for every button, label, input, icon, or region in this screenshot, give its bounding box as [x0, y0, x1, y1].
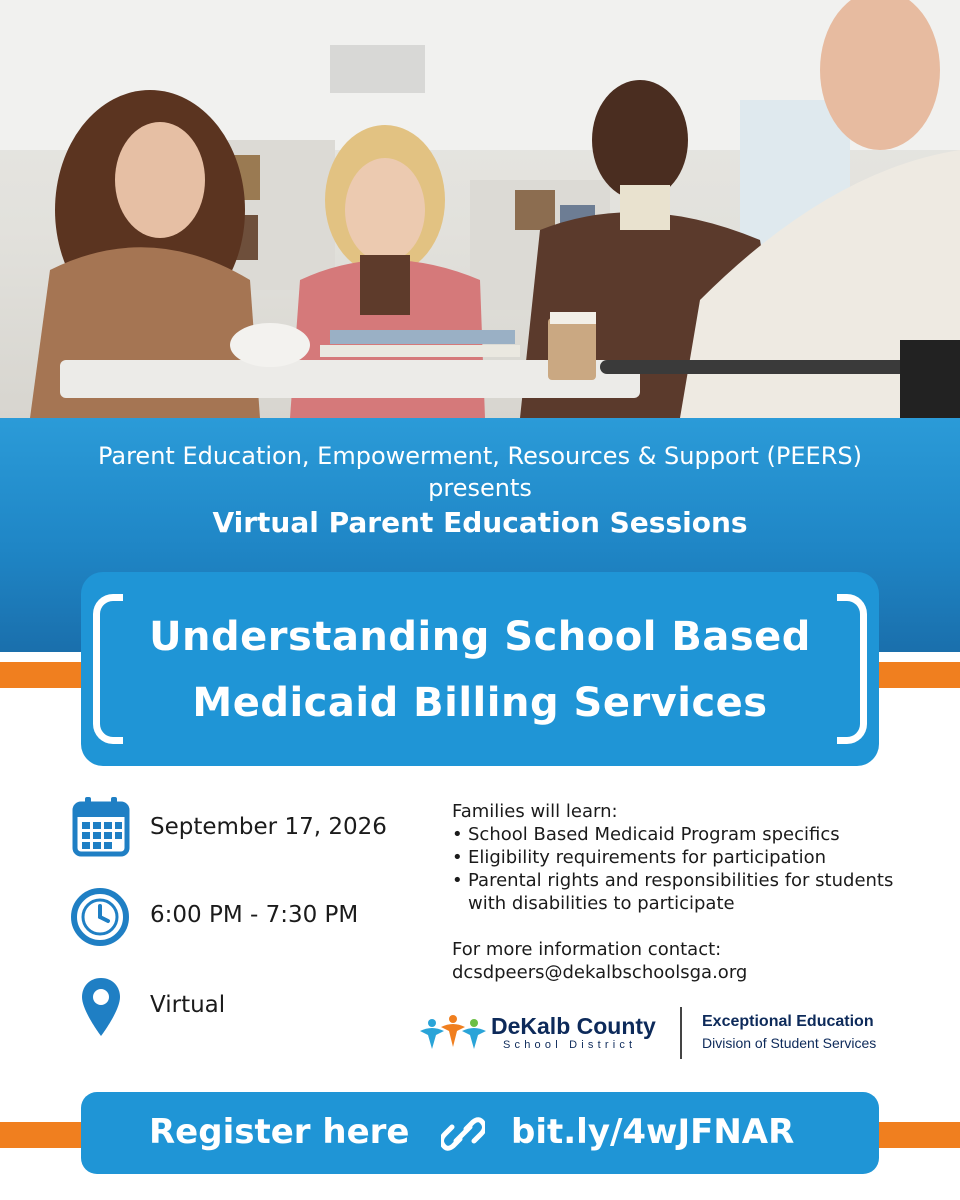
district-logo: [418, 1005, 898, 1061]
hero-photo: [0, 0, 960, 418]
series-title: Virtual Parent Education Sessions: [212, 506, 748, 539]
event-date: September 17, 2026: [150, 814, 387, 840]
district-name: DeKalb County: [491, 1013, 656, 1039]
clock-icon: [70, 887, 130, 947]
calendar-icon: [72, 796, 130, 858]
district-subtitle: School District: [503, 1039, 637, 1051]
list-item: • Parental rights and responsibilities for students with disabilities to participate: [452, 869, 922, 915]
list-item: • Eligibility requirements for participation: [452, 846, 922, 869]
district-logo-mark: [418, 1011, 488, 1055]
division-name: Division of Student Services: [702, 1035, 877, 1051]
contact-email[interactable]: dcsdpeers@dekalbschoolsga.org: [452, 962, 748, 983]
session-title-box: [81, 572, 879, 766]
event-time: 6:00 PM - 7:30 PM: [150, 902, 359, 928]
link-icon: [441, 1114, 485, 1154]
presenter-name: Parent Education, Empowerment, Resources & Support (PEERS): [97, 442, 862, 470]
presents-text: presents: [428, 474, 532, 502]
list-item: • School Based Medicaid Program specifics: [452, 823, 922, 846]
info-intro: Families will learn:: [452, 801, 618, 822]
info-block: [452, 800, 922, 984]
register-button[interactable]: [81, 1092, 879, 1174]
location-pin-icon: [80, 976, 122, 1038]
register-url[interactable]: bit.ly/4wJFNAR: [511, 1112, 795, 1152]
department-name: Exceptional Education: [702, 1013, 874, 1030]
contact-label: For more information contact:: [452, 939, 722, 960]
learning-list: [452, 823, 922, 915]
register-label: Register here: [149, 1112, 410, 1152]
event-location: Virtual: [150, 992, 226, 1018]
presenter-heading: [0, 440, 960, 504]
session-title-line2: Medicaid Billing Services: [192, 680, 768, 726]
logo-divider: [680, 1007, 682, 1059]
session-title-line1: Understanding School Based: [149, 614, 811, 660]
